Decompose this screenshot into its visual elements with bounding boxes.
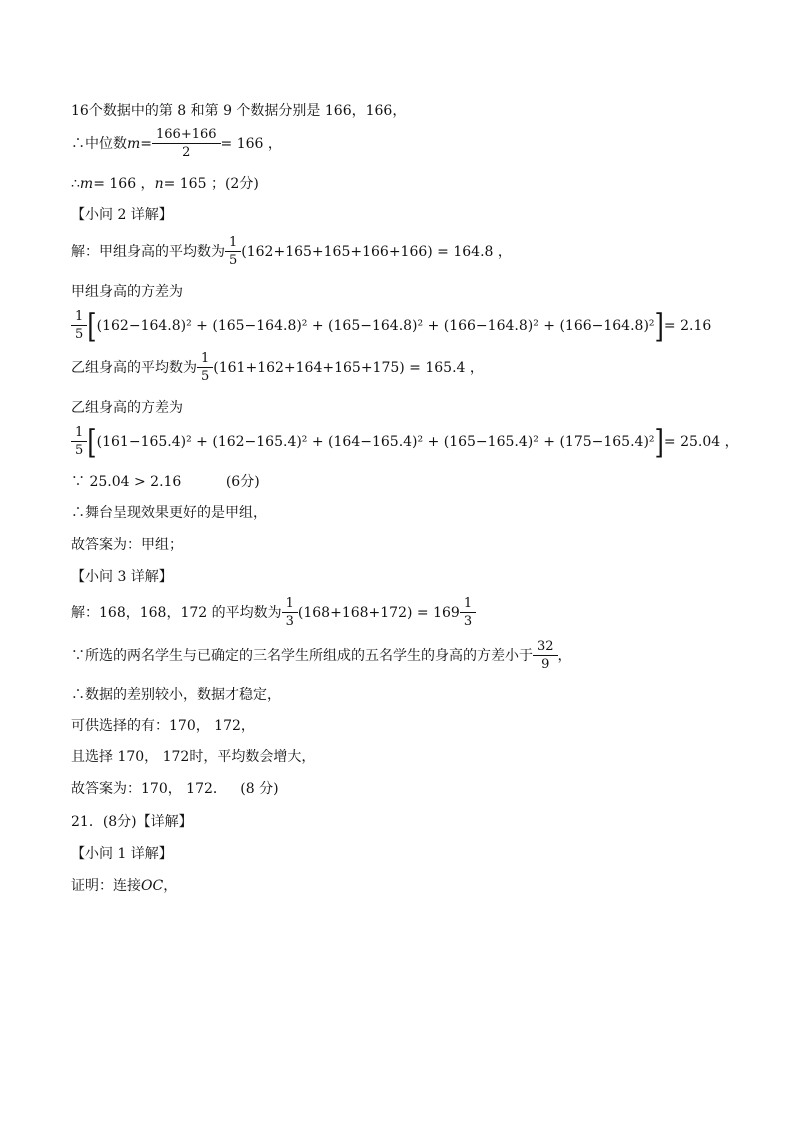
text: 乙组身高的平均数为	[71, 359, 197, 376]
variable-oc: OC	[141, 878, 164, 894]
text: 证明：连接	[71, 878, 141, 894]
heading: 【小问 3 详解】	[71, 569, 173, 585]
text: 解：甲组身高的平均数为	[71, 243, 225, 260]
comparison-line	[71, 475, 260, 489]
fraction	[284, 597, 296, 628]
question-21-heading	[71, 815, 193, 829]
group-b-mean-line	[71, 352, 484, 383]
text: 解：168，168，172 的平均数为	[71, 604, 282, 621]
text: 故答案为：甲组；	[71, 537, 183, 553]
bracket-close: ]	[654, 306, 664, 345]
denominator: 5	[71, 441, 87, 457]
text: 且选择 170， 172时，平均数会增大，	[71, 749, 316, 765]
text: 16个数据中的第 8 和第 9 个数据分别是 166，166，	[71, 103, 407, 119]
text: ，	[163, 878, 178, 894]
group-b-variance-label	[71, 401, 183, 415]
text: = 166 ，	[93, 176, 155, 192]
variable-n: n	[154, 176, 164, 192]
expression: (161+162+164+165+175) = 165.4 ，	[213, 359, 484, 376]
text: ∵ 25.04 > 2.16 (6分)	[71, 474, 260, 490]
stability-line	[71, 688, 281, 702]
text: ，	[557, 647, 572, 664]
group-a-mean-line	[71, 236, 512, 267]
conclusion-line	[71, 506, 267, 520]
section-heading-3	[71, 570, 173, 584]
mixed-fraction	[462, 597, 474, 628]
numerator: 166+166	[156, 127, 217, 142]
text: 乙组身高的方差为	[71, 400, 183, 416]
variable-m: m	[127, 135, 141, 152]
answer-line-2	[71, 538, 183, 552]
options-line	[71, 719, 255, 733]
fraction	[73, 310, 85, 341]
expression: (162+165+165+166+166) = 164.8 ，	[241, 243, 512, 260]
proof-line	[71, 879, 177, 893]
denominator: 5	[197, 367, 213, 383]
group-a-variance-label	[71, 285, 183, 299]
heading: 21．(8分)【详解】	[71, 814, 193, 830]
numerator: 1	[75, 309, 84, 324]
numerator: 1	[75, 425, 84, 440]
group-b-variance-formula	[71, 422, 739, 461]
fraction	[73, 426, 85, 457]
fraction	[199, 352, 211, 383]
denominator: 2	[152, 143, 221, 159]
m-n-line	[71, 177, 259, 191]
group-a-variance-formula	[71, 306, 712, 345]
variance-condition-line	[71, 640, 572, 671]
text: = 165 ；(2分)	[163, 176, 259, 192]
text: ∴	[71, 176, 80, 192]
fraction	[227, 236, 239, 267]
text: 故答案为：170， 172． (8 分)	[71, 781, 279, 797]
answer-line-3	[71, 782, 279, 796]
text: ∴数据的差别较小，数据才稳定，	[71, 687, 281, 703]
median-line	[71, 128, 282, 159]
text: 可供选择的有：170， 172，	[71, 718, 255, 734]
result: = 25.04 ，	[663, 433, 739, 450]
numerator: 1	[463, 596, 473, 611]
heading: 【小问 2 详解】	[71, 207, 173, 223]
text: ∵所选的两名学生与已确定的三名学生所组成的五名学生的身高的方差小于	[71, 647, 533, 664]
denominator: 9	[533, 655, 558, 671]
result: = 2.16	[663, 317, 712, 334]
expression: (168+168+172) = 169	[297, 604, 460, 621]
bracket-close: ]	[654, 422, 664, 461]
bracket-open: [	[87, 422, 97, 461]
denominator: 3	[282, 612, 298, 628]
numerator: 1	[285, 596, 294, 611]
denominator: 5	[225, 251, 241, 267]
denominator: 5	[71, 325, 87, 341]
section-heading-2	[71, 208, 173, 222]
text: ∴舞台呈现效果更好的是甲组，	[71, 505, 267, 521]
denominator: 3	[460, 612, 476, 628]
text-line-1	[71, 104, 406, 118]
heading: 【小问 1 详解】	[71, 846, 173, 862]
text: ∴中位数	[71, 135, 127, 152]
numerator: 1	[201, 351, 210, 366]
text: =	[140, 135, 153, 152]
expression: (162−164.8)² + (165−164.8)² + (165−164.8)² + (166−164.8)² + (166−164.8)²	[96, 317, 655, 334]
text: = 166 ，	[220, 135, 282, 152]
bracket-open: [	[87, 306, 97, 345]
mean-three-line	[71, 597, 476, 628]
fraction	[535, 640, 556, 671]
expression: (161−165.4)² + (162−165.4)² + (164−165.4)² + (165−165.4)² + (175−165.4)²	[96, 433, 655, 450]
text: 甲组身高的方差为	[71, 284, 183, 300]
numerator: 32	[537, 639, 554, 654]
section-heading-21-1	[71, 847, 173, 861]
variable-m: m	[79, 176, 94, 192]
selection-line	[71, 750, 315, 764]
fraction	[154, 128, 219, 159]
numerator: 1	[229, 235, 238, 250]
